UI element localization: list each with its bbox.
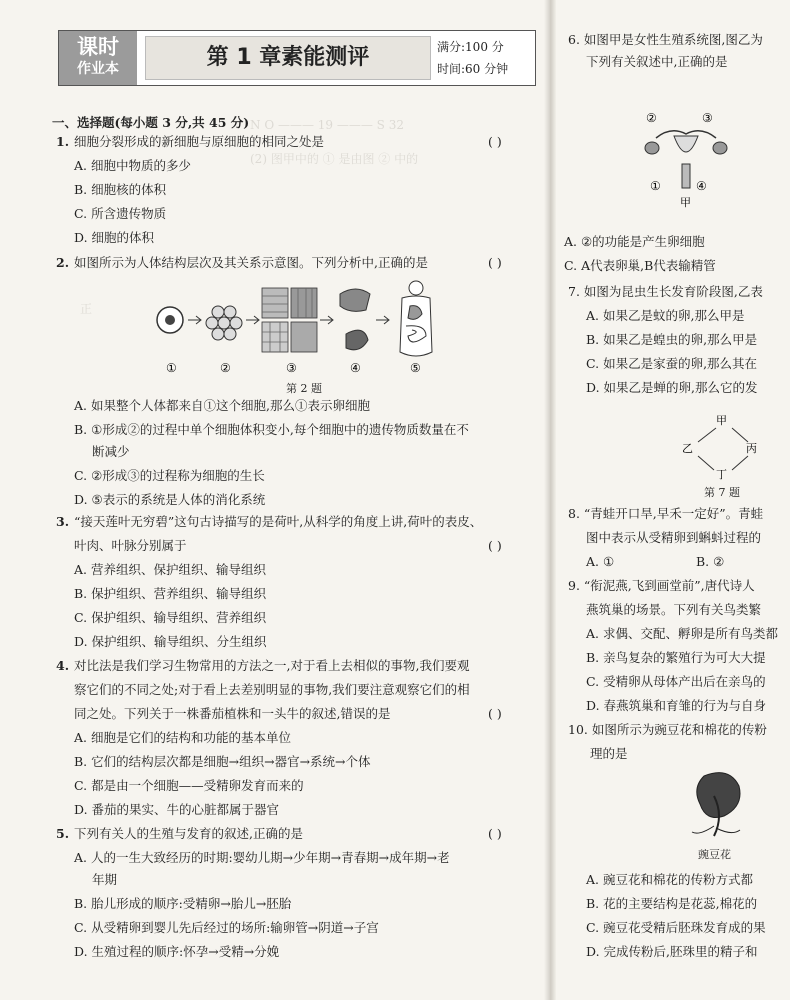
option-d[interactable]: D. 完成传粉后,胚珠里的精子和	[586, 944, 758, 959]
figure-caption: 甲	[680, 196, 691, 208]
stage-label: 丁	[716, 468, 727, 481]
option-c[interactable]: C. A代表卵巢,B代表输精管	[564, 258, 716, 273]
time-limit: 时间:60 分钟	[437, 62, 509, 76]
option-a-cont: 年期	[92, 872, 118, 887]
option-d[interactable]: D. 春燕筑巢和育雏的行为与自身	[586, 698, 767, 713]
answer-blank[interactable]: ( )	[488, 826, 502, 841]
option-a[interactable]: A. 豌豆花和棉花的传粉方式都	[586, 872, 753, 887]
stage-label: 甲	[716, 414, 727, 427]
series-logo	[59, 31, 137, 85]
option-b[interactable]: B. 亲鸟复杂的繁殖行为可大大提	[586, 650, 766, 665]
organ-images	[340, 289, 370, 350]
figure-label: ①	[166, 361, 177, 375]
question-stem: 对比法是我们学习生物常用的方法之一,对于看上去相似的事物,我们要观	[74, 658, 470, 673]
question-10-stem-cont: 理的是	[590, 746, 628, 761]
option-a[interactable]: A. 营养组织、保护组织、输导组织	[74, 562, 266, 577]
option-b[interactable]: B. 细胞核的体积	[74, 182, 167, 197]
question-number: 3.	[56, 514, 70, 529]
page-title: 第 1 章素能测评	[145, 36, 431, 80]
exam-meta	[437, 36, 508, 80]
option-a[interactable]: A. ②的功能是产生卵细胞	[564, 234, 705, 249]
figure-label: ③	[702, 111, 713, 125]
option-a[interactable]: A. 细胞是它们的结构和功能的基本单位	[74, 730, 291, 745]
option-c[interactable]: C. 都是由一个细胞——受精卵发育而来的	[74, 778, 304, 793]
option-d[interactable]: D. ⑤表示的系统是人体的消化系统	[74, 492, 266, 507]
answer-blank[interactable]: ( )	[488, 255, 502, 270]
body-structure-figure	[150, 280, 450, 380]
female-reproductive-figure	[636, 108, 736, 208]
figure-label: ②	[220, 361, 231, 375]
question-9-stem: 9. “衔泥燕,飞到画堂前”,唐代诗人	[568, 578, 755, 593]
question-number: 5.	[56, 826, 70, 841]
option-b[interactable]: B. ②	[696, 554, 725, 569]
answer-blank[interactable]: ( )	[488, 706, 502, 721]
stage-label: 乙	[682, 442, 693, 455]
figure-caption: 第 2 题	[286, 382, 322, 395]
arrow-icon	[320, 316, 333, 324]
logo-line2: 作业本	[77, 61, 119, 77]
section-heading: 一、选择题(每小题 3 分,共 45 分)	[52, 115, 250, 130]
question-stem: 下列有关人的生殖与发育的叙述,正确的是	[74, 826, 303, 841]
question-7-stem: 7. 如图为昆虫生长发育阶段图,乙表	[568, 284, 763, 299]
question-stem-cont: 察它们的不同之处;对于看上去差别明显的事物,我们要注意观察它们的相	[74, 682, 470, 697]
question-number: 2.	[56, 255, 70, 270]
figure-label: ④	[350, 361, 361, 375]
question-stem-cont: 同之处。下列关于一株番茄植株和一头牛的叙述,错误的是	[74, 706, 391, 721]
figure-caption: 豌豆花	[698, 848, 731, 861]
option-b[interactable]: B. 保护组织、营养组织、输导组织	[74, 586, 267, 601]
question-number: 1.	[56, 134, 70, 149]
figure-label: ④	[696, 179, 707, 193]
chapter-header	[58, 30, 536, 86]
question-number: 4.	[56, 658, 70, 673]
option-b[interactable]: B. 花的主要结构是花蕊,棉花的	[586, 896, 758, 911]
cell-cluster-image	[206, 306, 242, 340]
figure-label: ③	[286, 361, 297, 375]
figure-caption: 第 7 题	[704, 486, 740, 499]
answer-blank[interactable]: ( )	[488, 538, 502, 553]
stage-label: 丙	[746, 442, 757, 455]
option-d[interactable]: D. 生殖过程的顺序:怀孕→受精→分娩	[74, 944, 280, 959]
option-c[interactable]: C. 保护组织、输导组织、营养组织	[74, 610, 267, 625]
pea-flower-image	[684, 766, 754, 846]
figure-label: ②	[646, 111, 657, 125]
option-d[interactable]: D. 细胞的体积	[74, 230, 155, 245]
book-spine	[544, 0, 556, 1000]
option-c[interactable]: C. 如果乙是家蚕的卵,那么其在	[586, 356, 758, 371]
option-c[interactable]: C. 受精卵从母体产出后在亲鸟的	[586, 674, 766, 689]
question-stem: 如图所示为人体结构层次及其关系示意图。下列分析中,正确的是	[74, 255, 428, 270]
logo-line1: 课时	[77, 35, 119, 59]
option-c[interactable]: C. ②形成③的过程称为细胞的生长	[74, 468, 265, 483]
option-d[interactable]: D. 番茄的果实、牛的心脏都属于器官	[74, 802, 280, 817]
right-page	[556, 0, 790, 1000]
option-a[interactable]: A. 细胞中物质的多少	[74, 158, 191, 173]
question-8-stem: 8. “青蛙开口旱,早禾一定好”。青蛙	[568, 506, 764, 521]
option-b-cont: 断减少	[92, 444, 130, 459]
bleed-through-text: (2) 图甲中的 ① 是由图 ② 中的	[250, 152, 419, 166]
digestive-system-image	[400, 281, 432, 356]
full-score: 满分:100 分	[437, 40, 504, 54]
option-b[interactable]: B. 如果乙是蝗虫的卵,那么甲是	[586, 332, 758, 347]
question-stem: “接天莲叶无穷碧”这句古诗描写的是荷叶,从科学的角度上讲,荷叶的表皮、	[74, 514, 483, 529]
option-b[interactable]: B. 它们的结构层次都是细胞→组织→器官→系统→个体	[74, 754, 371, 769]
option-b[interactable]: B. 胎儿形成的顺序:受精卵→胎儿→胚胎	[74, 896, 292, 911]
question-6-stem: 6. 如图甲是女性生殖系统图,图乙为	[568, 32, 763, 47]
question-10-stem: 10. 如图所示为豌豆花和棉花的传粉	[568, 722, 767, 737]
nucleus-shape	[165, 315, 175, 325]
bleed-through-text: N O ——— 19 ——— S 32	[250, 118, 404, 132]
figure-label: ①	[650, 179, 661, 193]
option-c[interactable]: C. 豌豆花受精后胚珠发育成的果	[586, 920, 766, 935]
option-a[interactable]: A. 如果乙是蚊的卵,那么甲是	[586, 308, 745, 323]
option-d[interactable]: D. 保护组织、输导组织、分生组织	[74, 634, 267, 649]
arrow-icon	[188, 316, 201, 324]
question-stem: 细胞分裂形成的新细胞与原细胞的相同之处是	[74, 134, 325, 149]
option-a[interactable]: A. 求偶、交配、孵卵是所有鸟类都	[586, 626, 778, 641]
arrow-icon	[376, 316, 389, 324]
figure-label: ⑤	[410, 361, 421, 375]
bleed-through-text: 正	[80, 302, 93, 316]
tissue-images	[262, 288, 317, 352]
option-b[interactable]: B. ①形成②的过程中单个细胞体积变小,每个细胞中的遗传物质数量在不	[74, 422, 469, 437]
question-8-stem-cont: 图中表示从受精卵到蝌蚪过程的	[586, 530, 762, 545]
question-stem-cont: 叶肉、叶脉分别属于	[74, 538, 187, 553]
option-a[interactable]: A. 如果整个人体都来自①这个细胞,那么①表示卵细胞	[74, 398, 370, 413]
option-d[interactable]: D. 如果乙是蝉的卵,那么它的发	[586, 380, 758, 395]
option-c[interactable]: C. 所含遗传物质	[74, 206, 167, 221]
insect-lifecycle-figure	[676, 412, 776, 482]
option-a[interactable]: A. 人的一生大致经历的时期:婴幼儿期→少年期→青春期→成年期→老	[74, 850, 450, 865]
question-9-stem-cont: 燕筑巢的场景。下列有关鸟类繁	[586, 602, 762, 617]
option-c[interactable]: C. 从受精卵到婴儿先后经过的场所:输卵管→阴道→子宫	[74, 920, 379, 935]
option-a[interactable]: A. ①	[586, 554, 615, 569]
answer-blank[interactable]: ( )	[488, 134, 502, 149]
arrow-icon	[246, 316, 259, 324]
question-6-stem-cont: 下列有关叙述中,正确的是	[586, 54, 728, 69]
